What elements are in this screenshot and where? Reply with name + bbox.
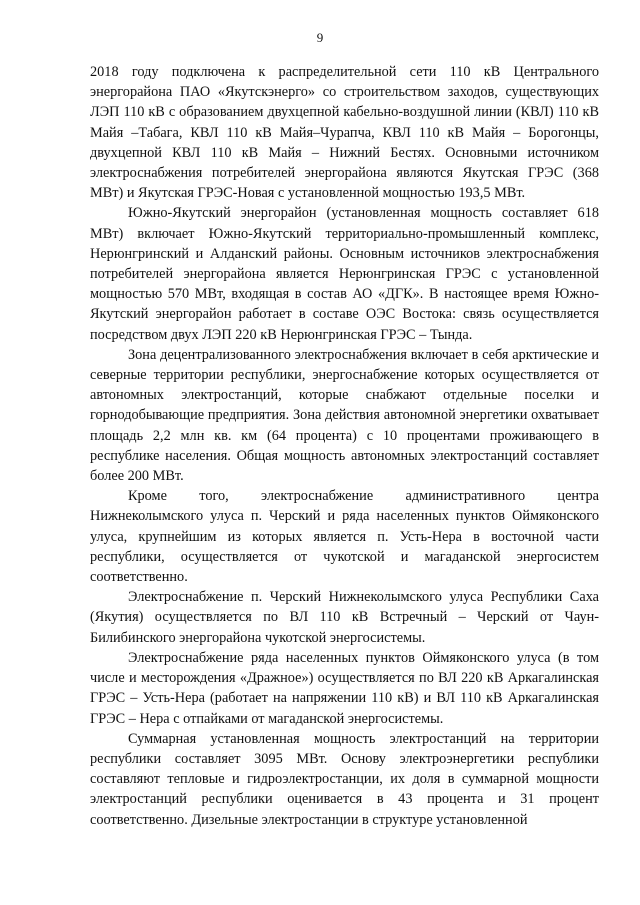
paragraph-chersky-supply: Электроснабжение п. Черский Нижнеколымского улуса Республики Саха (Якутия) осуществляется по ВЛ 110 кВ Встречный – Черский от Чаун-Билибинского энергорайона чукотской энергосистемы.: [90, 589, 599, 646]
paragraph-total-capacity: Суммарная установленная мощность электростанций на территории республики составляет 3095 МВт. Основу электроэнергетики республики составляют тепловые и гидроэлектростанции, их доля в суммарной мощности электростанций республики оценивается в 43 процента и 31 процент соответственно. Дизельные электростанции в структуре установленной: [90, 730, 599, 828]
page-number: 9: [316, 30, 324, 45]
paragraph-continuation: 2018 году подключена к распределительной сети 110 кВ Центрального энергорайона ПАО «Якутскэнерго» со строительством заходов, существующих ЛЭП 110 кВ с образованием двухцепной кабельно-воздушной линии (КВЛ) 110 кВ Майя –Табага, КВЛ 110 кВ Майя–Чурапча, КВЛ 110 кВ Майя – Борогонцы, двухцепной КВЛ 110 кВ Майя – Нижний Бестях. Основными источником электроснабжения потребителей энергорайона являются Якутская ГРЭС (368 МВт) и Якутская ГРЭС-Новая с установленной мощностью 193,5 МВт.: [90, 64, 599, 202]
paragraph-south-yakutia-region: Южно-Якутский энергорайон (установленная мощность составляет 618 МВт) включает Южно-Якутский территориально-промышленный комплекс, Нерюнгринский и Алданский районы. Основным источников электроснабжения потребителей энергорайона является Нерюнгринская ГРЭС с установленной мощностью 570 МВт, входящая в состав АО «ДГК». В настоящее время Южно-Якутский энергорайон работает в составе ОЭС Востока: связь осуществляется посредством двух ЛЭП 220 кВ Нерюнгринская ГРЭС – Тында.: [90, 205, 599, 343]
paragraph-oymyakon-supply: Электроснабжение ряда населенных пунктов Оймяконского улуса (в том числе и месторождения «Дражное») осуществляется по ВЛ 220 кВ Аркагалинская ГРЭС – Усть-Нера (работает на напряжении 110 кВ) и ВЛ 110 кВ Аркагалинская ГРЭС – Нера с отпайками от магаданской энергосистемы.: [90, 649, 599, 727]
paragraph-chersky-ust-nera: Кроме того, электроснабжение административного центра Нижнеколымского улуса п. Черский и ряда населенных пунктов Оймяконского улуса, крупнейшим из которых является п. Усть-Нера в восточной части республики, осуществляется от чукотской и магаданской энергосистем соответственно.: [90, 488, 599, 586]
paragraph-decentralized-zone: Зона децентрализованного электроснабжения включает в себя арктические и северные территории республики, энергоснабжение которых осуществляется от автономных электростанций, которые снабжают отдельные поселки и горнодобывающие предприятия. Зона действия автономной энергетики охватывает площадь 2,2 млн кв. км (64 процента) с 10 процентами проживающего в республике населения. Общая мощность автономных электростанций составляет более 200 МВт.: [90, 346, 599, 485]
document-body: [90, 62, 599, 830]
